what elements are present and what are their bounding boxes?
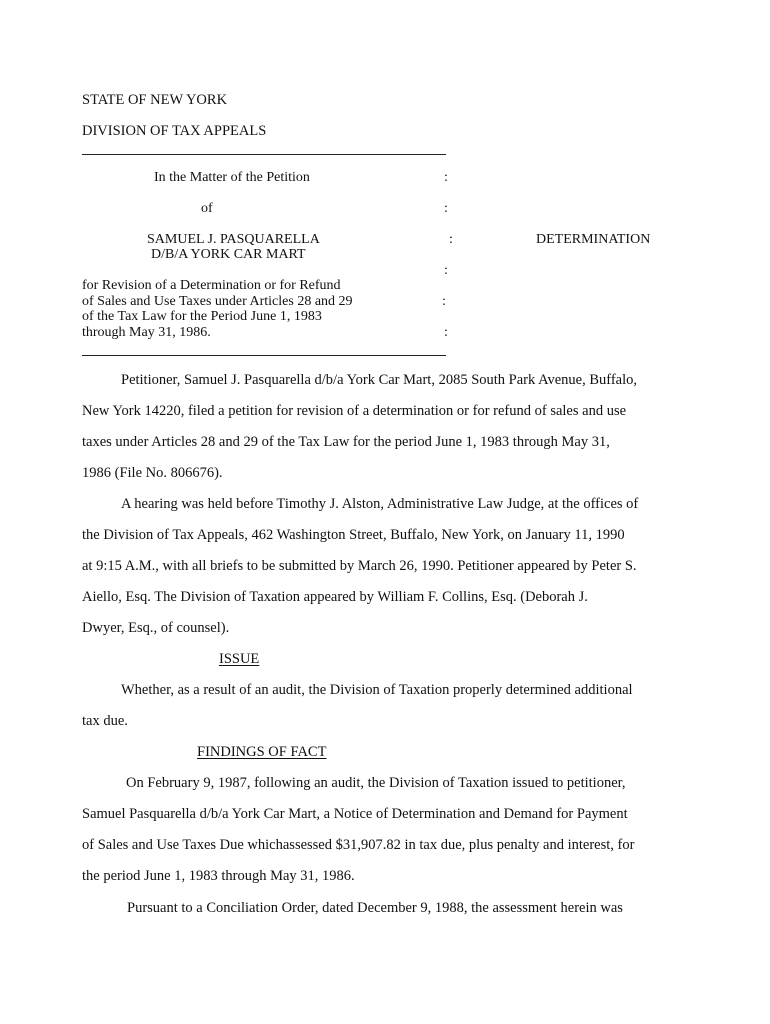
paragraph-line: Samuel Pasquarella d/b/a York Car Mart, a Notice of Determination and Demand for Payment <box>82 806 628 822</box>
caption-purpose-line: through May 31, 1986. <box>82 325 211 340</box>
caption-colon: : <box>444 170 448 185</box>
state-heading: STATE OF NEW YORK <box>82 92 228 108</box>
caption-purpose-line: of the Tax Law for the Period June 1, 1983 <box>82 309 322 324</box>
caption-colon: : <box>449 232 453 247</box>
paragraph-line: at 9:15 A.M., with all briefs to be submitted by March 26, 1990. Petitioner appeared by Peter S. <box>82 558 637 574</box>
caption-purpose-line: of Sales and Use Taxes under Articles 28 and 29 <box>82 294 353 309</box>
caption-of: of <box>201 201 213 216</box>
paragraph-line: A hearing was held before Timothy J. Alston, Administrative Law Judge, at the offices of <box>121 496 639 512</box>
paragraph-line: Aiello, Esq. The Division of Taxation appeared by William F. Collins, Esq. (Deborah J. <box>82 589 588 605</box>
caption-colon: : <box>442 294 446 309</box>
paragraph-line: of Sales and Use Taxes Due whichassessed $31,907.82 in tax due, plus penalty and interest, for <box>82 837 635 853</box>
paragraph-line: New York 14220, filed a petition for revision of a determination or for refund of sales and use <box>82 403 627 419</box>
petitioner-dba: D/B/A YORK CAR MART <box>151 247 306 262</box>
caption-top-rule <box>82 154 446 155</box>
paragraph-line: Dwyer, Esq., of counsel). <box>82 620 230 636</box>
paragraph-line: Petitioner, Samuel J. Pasquarella d/b/a York Car Mart, 2085 South Park Avenue, Buffalo, <box>121 372 637 388</box>
paragraph-line: Pursuant to a Conciliation Order, dated December 9, 1988, the assessment herein was <box>127 900 623 916</box>
paragraph-line: tax due. <box>82 713 128 729</box>
paragraph-line: On February 9, 1987, following an audit, the Division of Taxation issued to petitioner, <box>126 775 626 791</box>
caption-purpose-line: for Revision of a Determination or for Refund <box>82 278 341 293</box>
caption-matter: In the Matter of the Petition <box>154 170 310 185</box>
document-type: DETERMINATION <box>536 232 651 247</box>
paragraph-line: taxes under Articles 28 and 29 of the Tax Law for the period June 1, 1983 through May 31, <box>82 434 610 450</box>
paragraph-line: 1986 (File No. 806676). <box>82 465 223 481</box>
caption-colon: : <box>444 201 448 216</box>
issue-heading: ISSUE <box>219 651 260 667</box>
paragraph-line: Whether, as a result of an audit, the Division of Taxation properly determined additional <box>121 682 633 698</box>
division-heading: DIVISION OF TAX APPEALS <box>82 123 267 139</box>
caption-colon: : <box>444 325 448 340</box>
paragraph-line: the Division of Tax Appeals, 462 Washington Street, Buffalo, New York, on January 11, 1990 <box>82 527 625 543</box>
caption-bottom-rule <box>82 355 446 356</box>
findings-heading: FINDINGS OF FACT <box>197 744 327 760</box>
petitioner-name: SAMUEL J. PASQUARELLA <box>147 232 320 247</box>
caption-colon: : <box>444 263 448 278</box>
paragraph-line: the period June 1, 1983 through May 31, 1986. <box>82 868 355 884</box>
